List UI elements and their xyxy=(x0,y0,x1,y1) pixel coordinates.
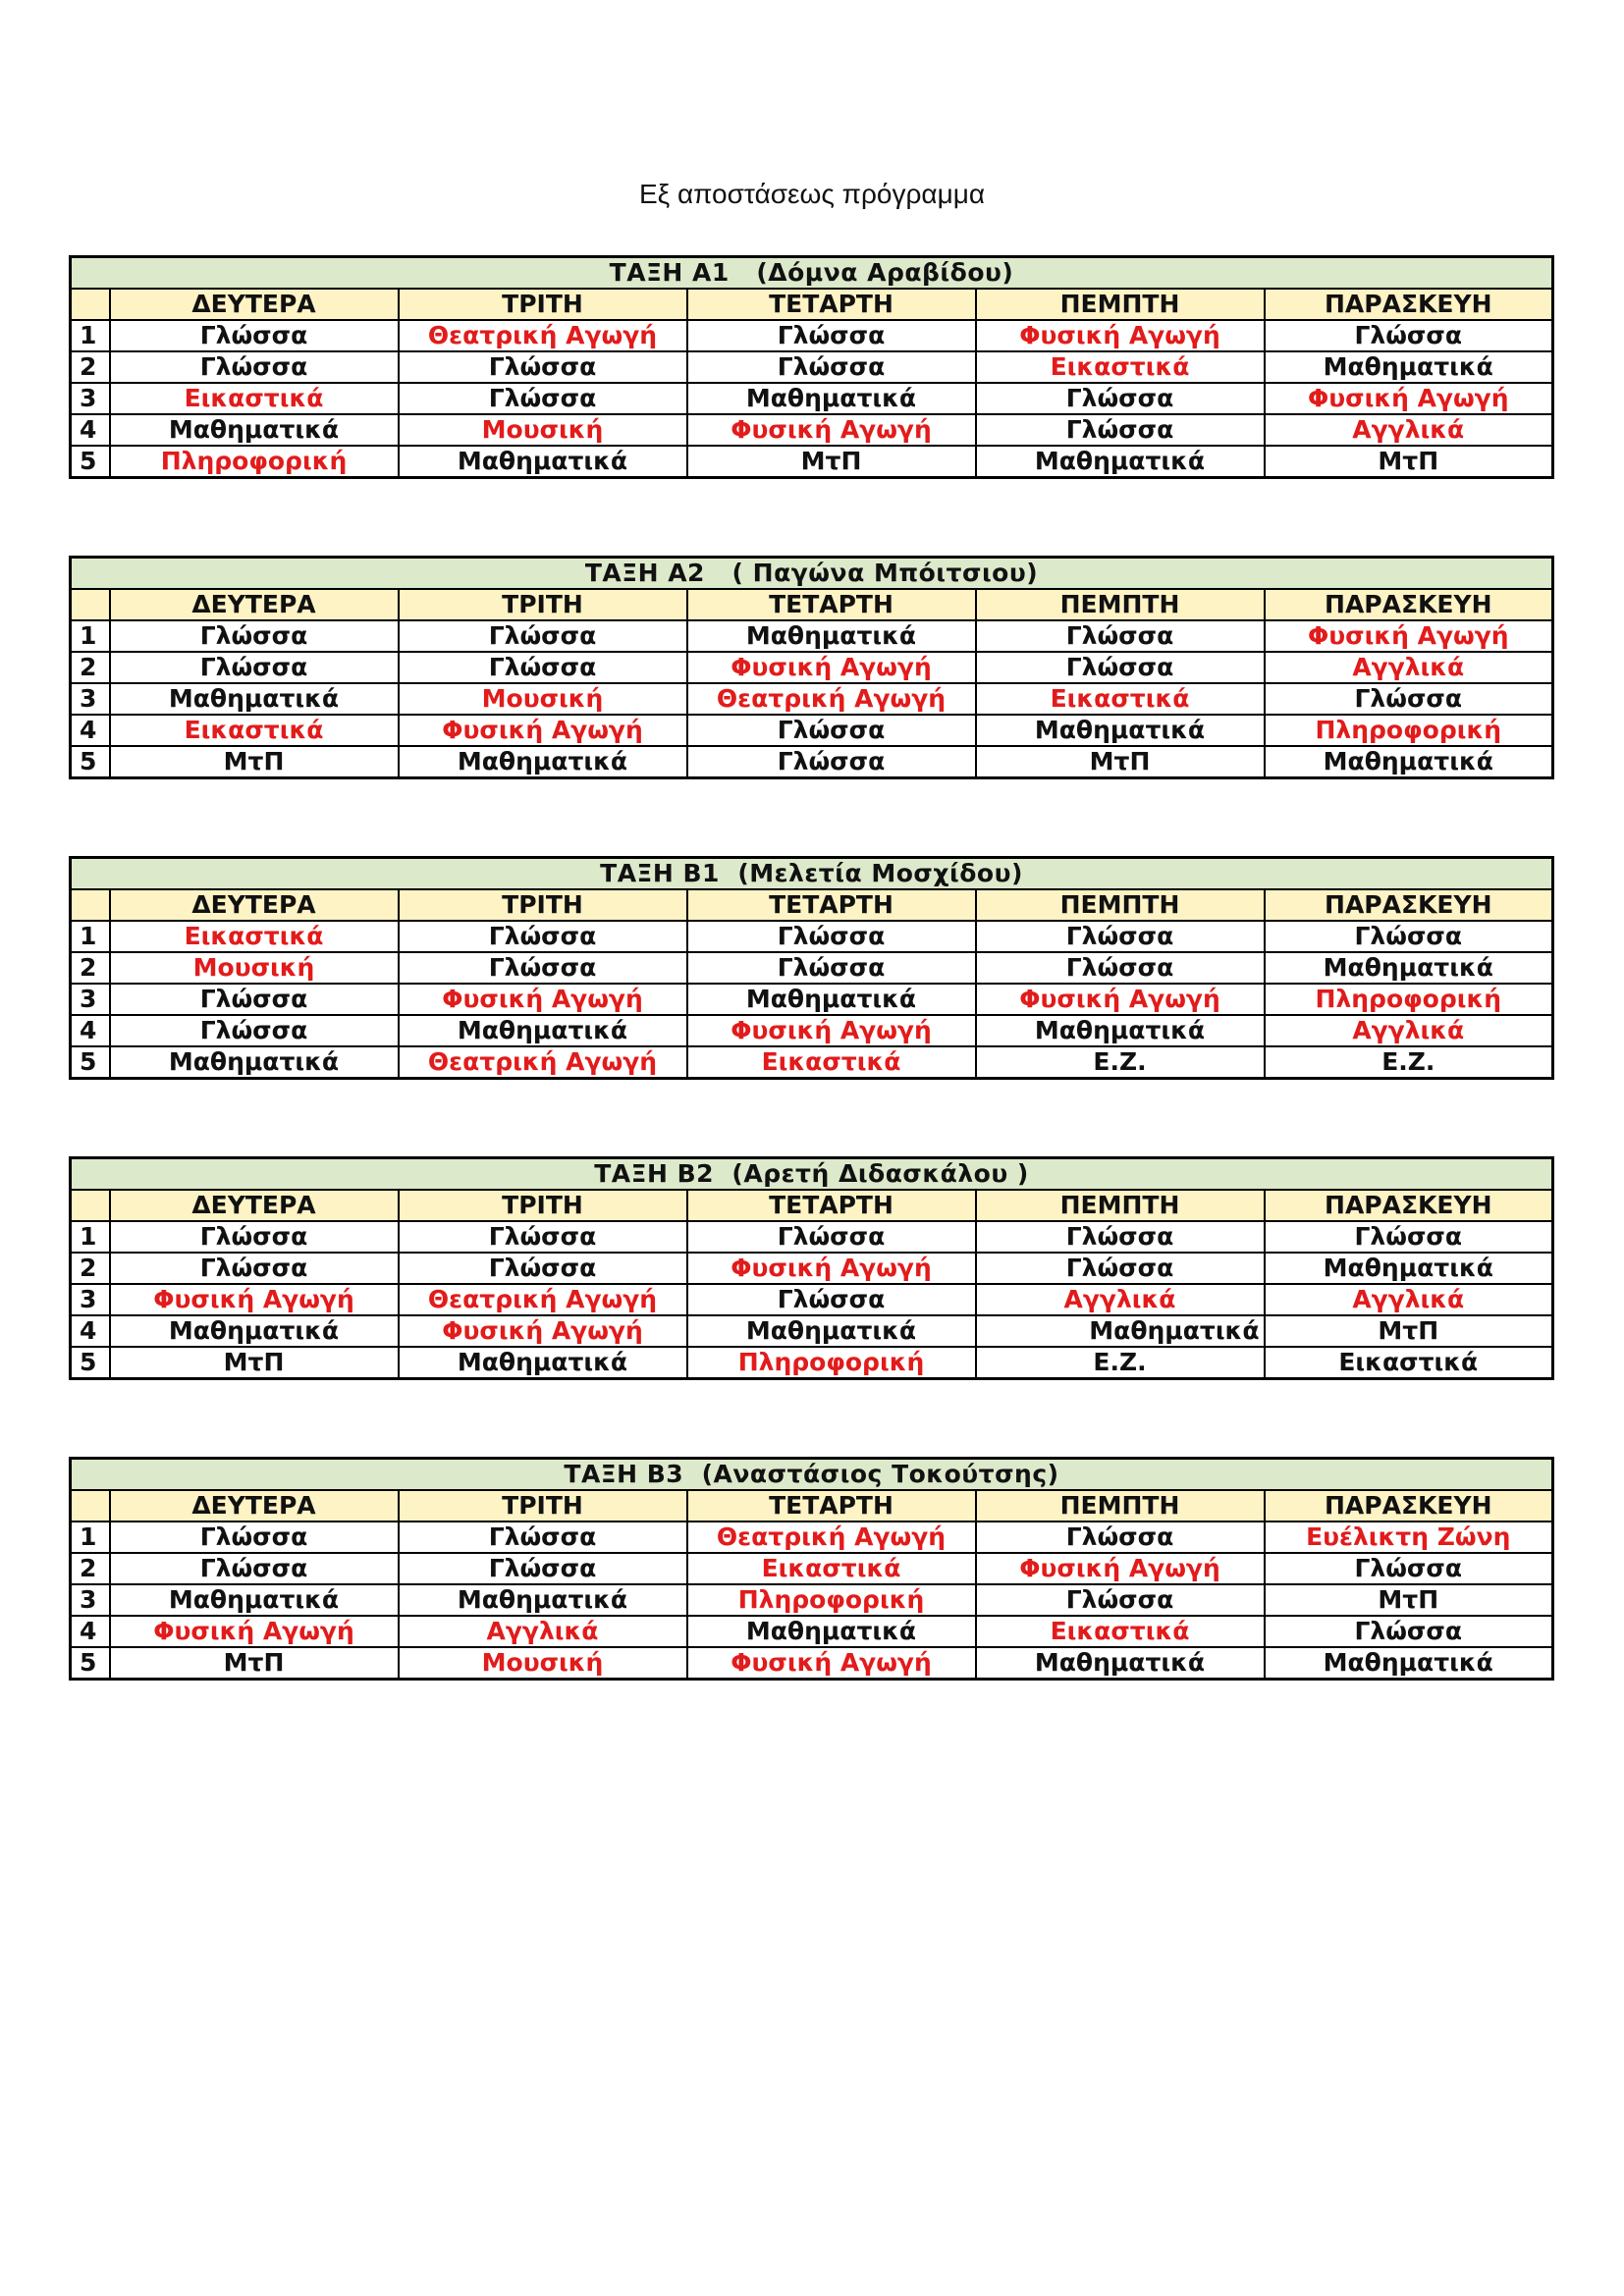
subject-cell: Γλώσσα xyxy=(1265,320,1553,351)
subject-cell: Ευέλικτη Ζώνη xyxy=(1265,1522,1553,1553)
subject-cell: Γλώσσα xyxy=(399,1221,687,1253)
day-header: ΠΑΡΑΣΚΕΥΗ xyxy=(1265,289,1553,320)
period-number: 4 xyxy=(71,1315,110,1347)
corner-cell xyxy=(71,289,110,320)
period-number: 1 xyxy=(71,620,110,652)
subject-cell: Γλώσσα xyxy=(1265,1616,1553,1647)
subject-cell: Αγγλικά xyxy=(976,1284,1265,1315)
subject-cell: Φυσική Αγωγή xyxy=(110,1616,399,1647)
subject-cell: Φυσική Αγωγή xyxy=(976,984,1265,1015)
subject-cell: Γλώσσα xyxy=(399,1553,687,1584)
subject-cell: Γλώσσα xyxy=(110,1553,399,1584)
table-row xyxy=(71,652,1553,683)
class-title-row xyxy=(71,1459,1553,1491)
subject-cell: Γλώσσα xyxy=(399,383,687,414)
period-number: 2 xyxy=(71,952,110,984)
day-header: ΔΕΥΤΕΡΑ xyxy=(110,889,399,921)
subject-cell: Γλώσσα xyxy=(1265,1221,1553,1253)
table-row xyxy=(71,952,1553,984)
class-title: ΤΑΞΗ Β2 (Αρετή Διδασκάλου ) xyxy=(71,1158,1553,1191)
subject-cell: Γλώσσα xyxy=(110,351,399,383)
period-number: 5 xyxy=(71,1647,110,1680)
table-row xyxy=(71,446,1553,478)
subject-cell: Γλώσσα xyxy=(976,1253,1265,1284)
subject-cell: Πληροφορική xyxy=(1265,715,1553,746)
period-number: 1 xyxy=(71,1522,110,1553)
subject-cell: Γλώσσα xyxy=(687,1284,976,1315)
period-number: 1 xyxy=(71,320,110,351)
subject-cell: Μαθηματικά xyxy=(976,446,1265,478)
subject-cell: Εικαστικά xyxy=(1265,1347,1553,1379)
period-number: 2 xyxy=(71,351,110,383)
subject-cell: Γλώσσα xyxy=(976,383,1265,414)
subject-cell: ΜτΠ xyxy=(110,1347,399,1379)
subject-cell: ΜτΠ xyxy=(1265,446,1553,478)
period-number: 5 xyxy=(71,1347,110,1379)
subject-cell: Εικαστικά xyxy=(687,1046,976,1079)
day-header-row xyxy=(71,1490,1553,1522)
subject-cell: Γλώσσα xyxy=(1265,683,1553,715)
subject-cell: Γλώσσα xyxy=(976,952,1265,984)
class-title-row xyxy=(71,1158,1553,1191)
subject-cell: Γλώσσα xyxy=(976,1522,1265,1553)
subject-cell: Γλώσσα xyxy=(976,921,1265,952)
subject-cell: Ε.Ζ. xyxy=(976,1046,1265,1079)
subject-cell: Μαθηματικά xyxy=(399,746,687,778)
period-number: 3 xyxy=(71,1584,110,1616)
subject-cell: Γλώσσα xyxy=(687,746,976,778)
period-number: 5 xyxy=(71,1046,110,1079)
subject-cell: Γλώσσα xyxy=(110,1015,399,1046)
subject-cell: Θεατρική Αγωγή xyxy=(687,1522,976,1553)
table-row xyxy=(71,414,1553,446)
subject-cell: Πληροφορική xyxy=(687,1584,976,1616)
schedule-table-a1 xyxy=(69,255,1554,479)
corner-cell xyxy=(71,589,110,620)
subject-cell: Γλώσσα xyxy=(687,1221,976,1253)
class-title: ΤΑΞΗ Α2 ( Παγώνα Μπόιτσιου) xyxy=(71,558,1553,590)
day-header: ΤΕΤΑΡΤΗ xyxy=(687,889,976,921)
day-header: ΤΕΤΑΡΤΗ xyxy=(687,1490,976,1522)
subject-cell: Γλώσσα xyxy=(110,1253,399,1284)
subject-cell: Γλώσσα xyxy=(110,620,399,652)
corner-cell xyxy=(71,889,110,921)
subject-cell: Μαθηματικά xyxy=(976,1015,1265,1046)
table-row xyxy=(71,1315,1553,1347)
class-title-row xyxy=(71,558,1553,590)
day-header: ΠΕΜΠΤΗ xyxy=(976,889,1265,921)
subject-cell: Μουσική xyxy=(399,683,687,715)
subject-cell: Αγγλικά xyxy=(1265,414,1553,446)
subject-cell: Εικαστικά xyxy=(976,351,1265,383)
day-header-row xyxy=(71,1190,1553,1221)
table-row xyxy=(71,683,1553,715)
table-row xyxy=(71,1584,1553,1616)
subject-cell: Φυσική Αγωγή xyxy=(399,1315,687,1347)
schedule-table-a2 xyxy=(69,556,1554,779)
day-header: ΤΡΙΤΗ xyxy=(399,1190,687,1221)
day-header-row xyxy=(71,589,1553,620)
subject-cell: Γλώσσα xyxy=(687,715,976,746)
subject-cell: Εικαστικά xyxy=(687,1553,976,1584)
subject-cell: Εικαστικά xyxy=(976,1616,1265,1647)
subject-cell: Μαθηματικά xyxy=(110,1315,399,1347)
subject-cell: Φυσική Αγωγή xyxy=(687,1015,976,1046)
subject-cell: Μαθηματικά xyxy=(687,620,976,652)
subject-cell: Ε.Ζ. xyxy=(976,1347,1265,1379)
table-row xyxy=(71,1015,1553,1046)
subject-cell: Μαθηματικά xyxy=(1265,746,1553,778)
schedule-table-b3 xyxy=(69,1457,1554,1681)
subject-cell: Φυσική Αγωγή xyxy=(1265,383,1553,414)
table-row xyxy=(71,351,1553,383)
subject-cell: Γλώσσα xyxy=(399,1253,687,1284)
page-title: Εξ αποστάσεως πρόγραμμα xyxy=(638,179,986,209)
subject-cell: Μαθηματικά xyxy=(687,1315,976,1347)
subject-cell: Πληροφορική xyxy=(687,1347,976,1379)
period-number: 2 xyxy=(71,1253,110,1284)
subject-cell: ΜτΠ xyxy=(110,1647,399,1680)
table-row xyxy=(71,1046,1553,1079)
subject-cell: Μαθηματικά xyxy=(110,414,399,446)
day-header: ΤΕΤΑΡΤΗ xyxy=(687,289,976,320)
day-header: ΤΡΙΤΗ xyxy=(399,889,687,921)
subject-cell: ΜτΠ xyxy=(110,746,399,778)
subject-cell: Γλώσσα xyxy=(976,1584,1265,1616)
subject-cell: ΜτΠ xyxy=(687,446,976,478)
subject-cell: Μαθηματικά xyxy=(399,1347,687,1379)
subject-cell: Αγγλικά xyxy=(1265,652,1553,683)
day-header: ΠΑΡΑΣΚΕΥΗ xyxy=(1265,1490,1553,1522)
period-number: 2 xyxy=(71,652,110,683)
period-number: 4 xyxy=(71,1015,110,1046)
subject-cell: ΜτΠ xyxy=(1265,1315,1553,1347)
day-header: ΤΡΙΤΗ xyxy=(399,1490,687,1522)
period-number: 3 xyxy=(71,683,110,715)
table-row xyxy=(71,1347,1553,1379)
subject-cell: Μαθηματικά xyxy=(687,1616,976,1647)
period-number: 3 xyxy=(71,984,110,1015)
subject-cell: Γλώσσα xyxy=(399,921,687,952)
subject-cell: Μαθηματικά xyxy=(687,984,976,1015)
subject-cell: Ε.Ζ. xyxy=(1265,1046,1553,1079)
period-number: 3 xyxy=(71,383,110,414)
table-row xyxy=(71,746,1553,778)
class-title: ΤΑΞΗ Β3 (Αναστάσιος Τοκούτσης) xyxy=(71,1459,1553,1491)
class-title: ΤΑΞΗ Β1 (Μελετία Μοσχίδου) xyxy=(71,858,1553,890)
subject-cell: Φυσική Αγωγή xyxy=(1265,620,1553,652)
day-header: ΠΑΡΑΣΚΕΥΗ xyxy=(1265,889,1553,921)
subject-cell: Θεατρική Αγωγή xyxy=(399,1284,687,1315)
day-header: ΤΕΤΑΡΤΗ xyxy=(687,1190,976,1221)
subject-cell: Φυσική Αγωγή xyxy=(687,414,976,446)
subject-cell: Γλώσσα xyxy=(976,652,1265,683)
period-number: 1 xyxy=(71,1221,110,1253)
day-header: ΤΡΙΤΗ xyxy=(399,289,687,320)
subject-cell: Γλώσσα xyxy=(687,952,976,984)
class-title: ΤΑΞΗ Α1 (Δόμνα Αραβίδου) xyxy=(71,257,1553,290)
table-row xyxy=(71,921,1553,952)
day-header-row xyxy=(71,889,1553,921)
subject-cell: Γλώσσα xyxy=(110,320,399,351)
subject-cell: Μουσική xyxy=(399,1647,687,1680)
subject-cell: Γλώσσα xyxy=(976,414,1265,446)
subject-cell: Εικαστικά xyxy=(110,715,399,746)
table-row xyxy=(71,620,1553,652)
class-title-row xyxy=(71,858,1553,890)
subject-cell: Γλώσσα xyxy=(399,652,687,683)
subject-cell: ΜτΠ xyxy=(976,746,1265,778)
subject-cell: Γλώσσα xyxy=(399,952,687,984)
subject-cell: Μαθηματικά xyxy=(687,383,976,414)
subject-cell: Εικαστικά xyxy=(976,683,1265,715)
subject-cell: Γλώσσα xyxy=(110,1522,399,1553)
period-number: 4 xyxy=(71,715,110,746)
subject-cell: Πληροφορική xyxy=(1265,984,1553,1015)
subject-cell: Μαθηματικά xyxy=(1265,1647,1553,1680)
schedule-table-b2 xyxy=(69,1156,1554,1380)
subject-cell: Εικαστικά xyxy=(110,383,399,414)
subject-cell: Πληροφορική xyxy=(110,446,399,478)
subject-cell: Μουσική xyxy=(399,414,687,446)
subject-cell: Μαθηματικά xyxy=(110,1046,399,1079)
subject-cell: Μαθηματικά xyxy=(110,683,399,715)
subject-cell: Μαθηματικά xyxy=(399,1584,687,1616)
day-header: ΠΑΡΑΣΚΕΥΗ xyxy=(1265,1190,1553,1221)
subject-cell: Γλώσσα xyxy=(110,984,399,1015)
subject-cell: Γλώσσα xyxy=(976,1221,1265,1253)
subject-cell: Μαθηματικά xyxy=(110,1584,399,1616)
subject-cell: Φυσική Αγωγή xyxy=(687,1253,976,1284)
day-header: ΠΕΜΠΤΗ xyxy=(976,289,1265,320)
subject-cell: Φυσική Αγωγή xyxy=(687,1647,976,1680)
subject-cell: Μαθηματικά xyxy=(1265,952,1553,984)
period-number: 4 xyxy=(71,1616,110,1647)
subject-cell: Θεατρική Αγωγή xyxy=(687,683,976,715)
table-row xyxy=(71,383,1553,414)
table-row xyxy=(71,1553,1553,1584)
day-header: ΠΕΜΠΤΗ xyxy=(976,1190,1265,1221)
corner-cell xyxy=(71,1190,110,1221)
subject-cell: Γλώσσα xyxy=(687,921,976,952)
corner-cell xyxy=(71,1490,110,1522)
subject-cell: Γλώσσα xyxy=(976,620,1265,652)
day-header: ΤΕΤΑΡΤΗ xyxy=(687,589,976,620)
day-header: ΔΕΥΤΕΡΑ xyxy=(110,289,399,320)
subject-cell: Γλώσσα xyxy=(399,351,687,383)
period-number: 5 xyxy=(71,746,110,778)
subject-cell: Γλώσσα xyxy=(687,320,976,351)
subject-cell: Μαθηματικά xyxy=(1265,1253,1553,1284)
schedule-table-b1 xyxy=(69,856,1554,1080)
table-row xyxy=(71,715,1553,746)
subject-cell: Φυσική Αγωγή xyxy=(687,652,976,683)
subject-cell: Αγγλικά xyxy=(1265,1015,1553,1046)
table-row xyxy=(71,320,1553,351)
period-number: 5 xyxy=(71,446,110,478)
subject-cell: Γλώσσα xyxy=(1265,921,1553,952)
subject-cell: ΜτΠ xyxy=(1265,1584,1553,1616)
table-row xyxy=(71,1616,1553,1647)
subject-cell: Μαθηματικά xyxy=(976,1315,1265,1347)
day-header: ΠΕΜΠΤΗ xyxy=(976,1490,1265,1522)
day-header: ΠΕΜΠΤΗ xyxy=(976,589,1265,620)
day-header: ΠΑΡΑΣΚΕΥΗ xyxy=(1265,589,1553,620)
subject-cell: Φυσική Αγωγή xyxy=(110,1284,399,1315)
table-row xyxy=(71,1221,1553,1253)
subject-cell: Φυσική Αγωγή xyxy=(399,984,687,1015)
table-row xyxy=(71,1284,1553,1315)
class-title-row xyxy=(71,257,1553,290)
day-header: ΔΕΥΤΕΡΑ xyxy=(110,589,399,620)
subject-cell: Αγγλικά xyxy=(399,1616,687,1647)
subject-cell: Εικαστικά xyxy=(110,921,399,952)
subject-cell: Θεατρική Αγωγή xyxy=(399,1046,687,1079)
subject-cell: Μουσική xyxy=(110,952,399,984)
subject-cell: Φυσική Αγωγή xyxy=(399,715,687,746)
subject-cell: Μαθηματικά xyxy=(1265,351,1553,383)
subject-cell: Μαθηματικά xyxy=(976,715,1265,746)
subject-cell: Γλώσσα xyxy=(110,1221,399,1253)
day-header: ΤΡΙΤΗ xyxy=(399,589,687,620)
table-row xyxy=(71,984,1553,1015)
table-row xyxy=(71,1522,1553,1553)
subject-cell: Γλώσσα xyxy=(399,1522,687,1553)
day-header: ΔΕΥΤΕΡΑ xyxy=(110,1490,399,1522)
day-header: ΔΕΥΤΕΡΑ xyxy=(110,1190,399,1221)
table-row xyxy=(71,1647,1553,1680)
period-number: 1 xyxy=(71,921,110,952)
subject-cell: Γλώσσα xyxy=(110,652,399,683)
subject-cell: Μαθηματικά xyxy=(399,446,687,478)
subject-cell: Αγγλικά xyxy=(1265,1284,1553,1315)
day-header-row xyxy=(71,289,1553,320)
period-number: 3 xyxy=(71,1284,110,1315)
subject-cell: Γλώσσα xyxy=(1265,1553,1553,1584)
subject-cell: Γλώσσα xyxy=(399,620,687,652)
period-number: 2 xyxy=(71,1553,110,1584)
subject-cell: Φυσική Αγωγή xyxy=(976,320,1265,351)
table-row xyxy=(71,1253,1553,1284)
subject-cell: Γλώσσα xyxy=(687,351,976,383)
period-number: 4 xyxy=(71,414,110,446)
subject-cell: Φυσική Αγωγή xyxy=(976,1553,1265,1584)
subject-cell: Μαθηματικά xyxy=(976,1647,1265,1680)
subject-cell: Μαθηματικά xyxy=(399,1015,687,1046)
subject-cell: Θεατρική Αγωγή xyxy=(399,320,687,351)
